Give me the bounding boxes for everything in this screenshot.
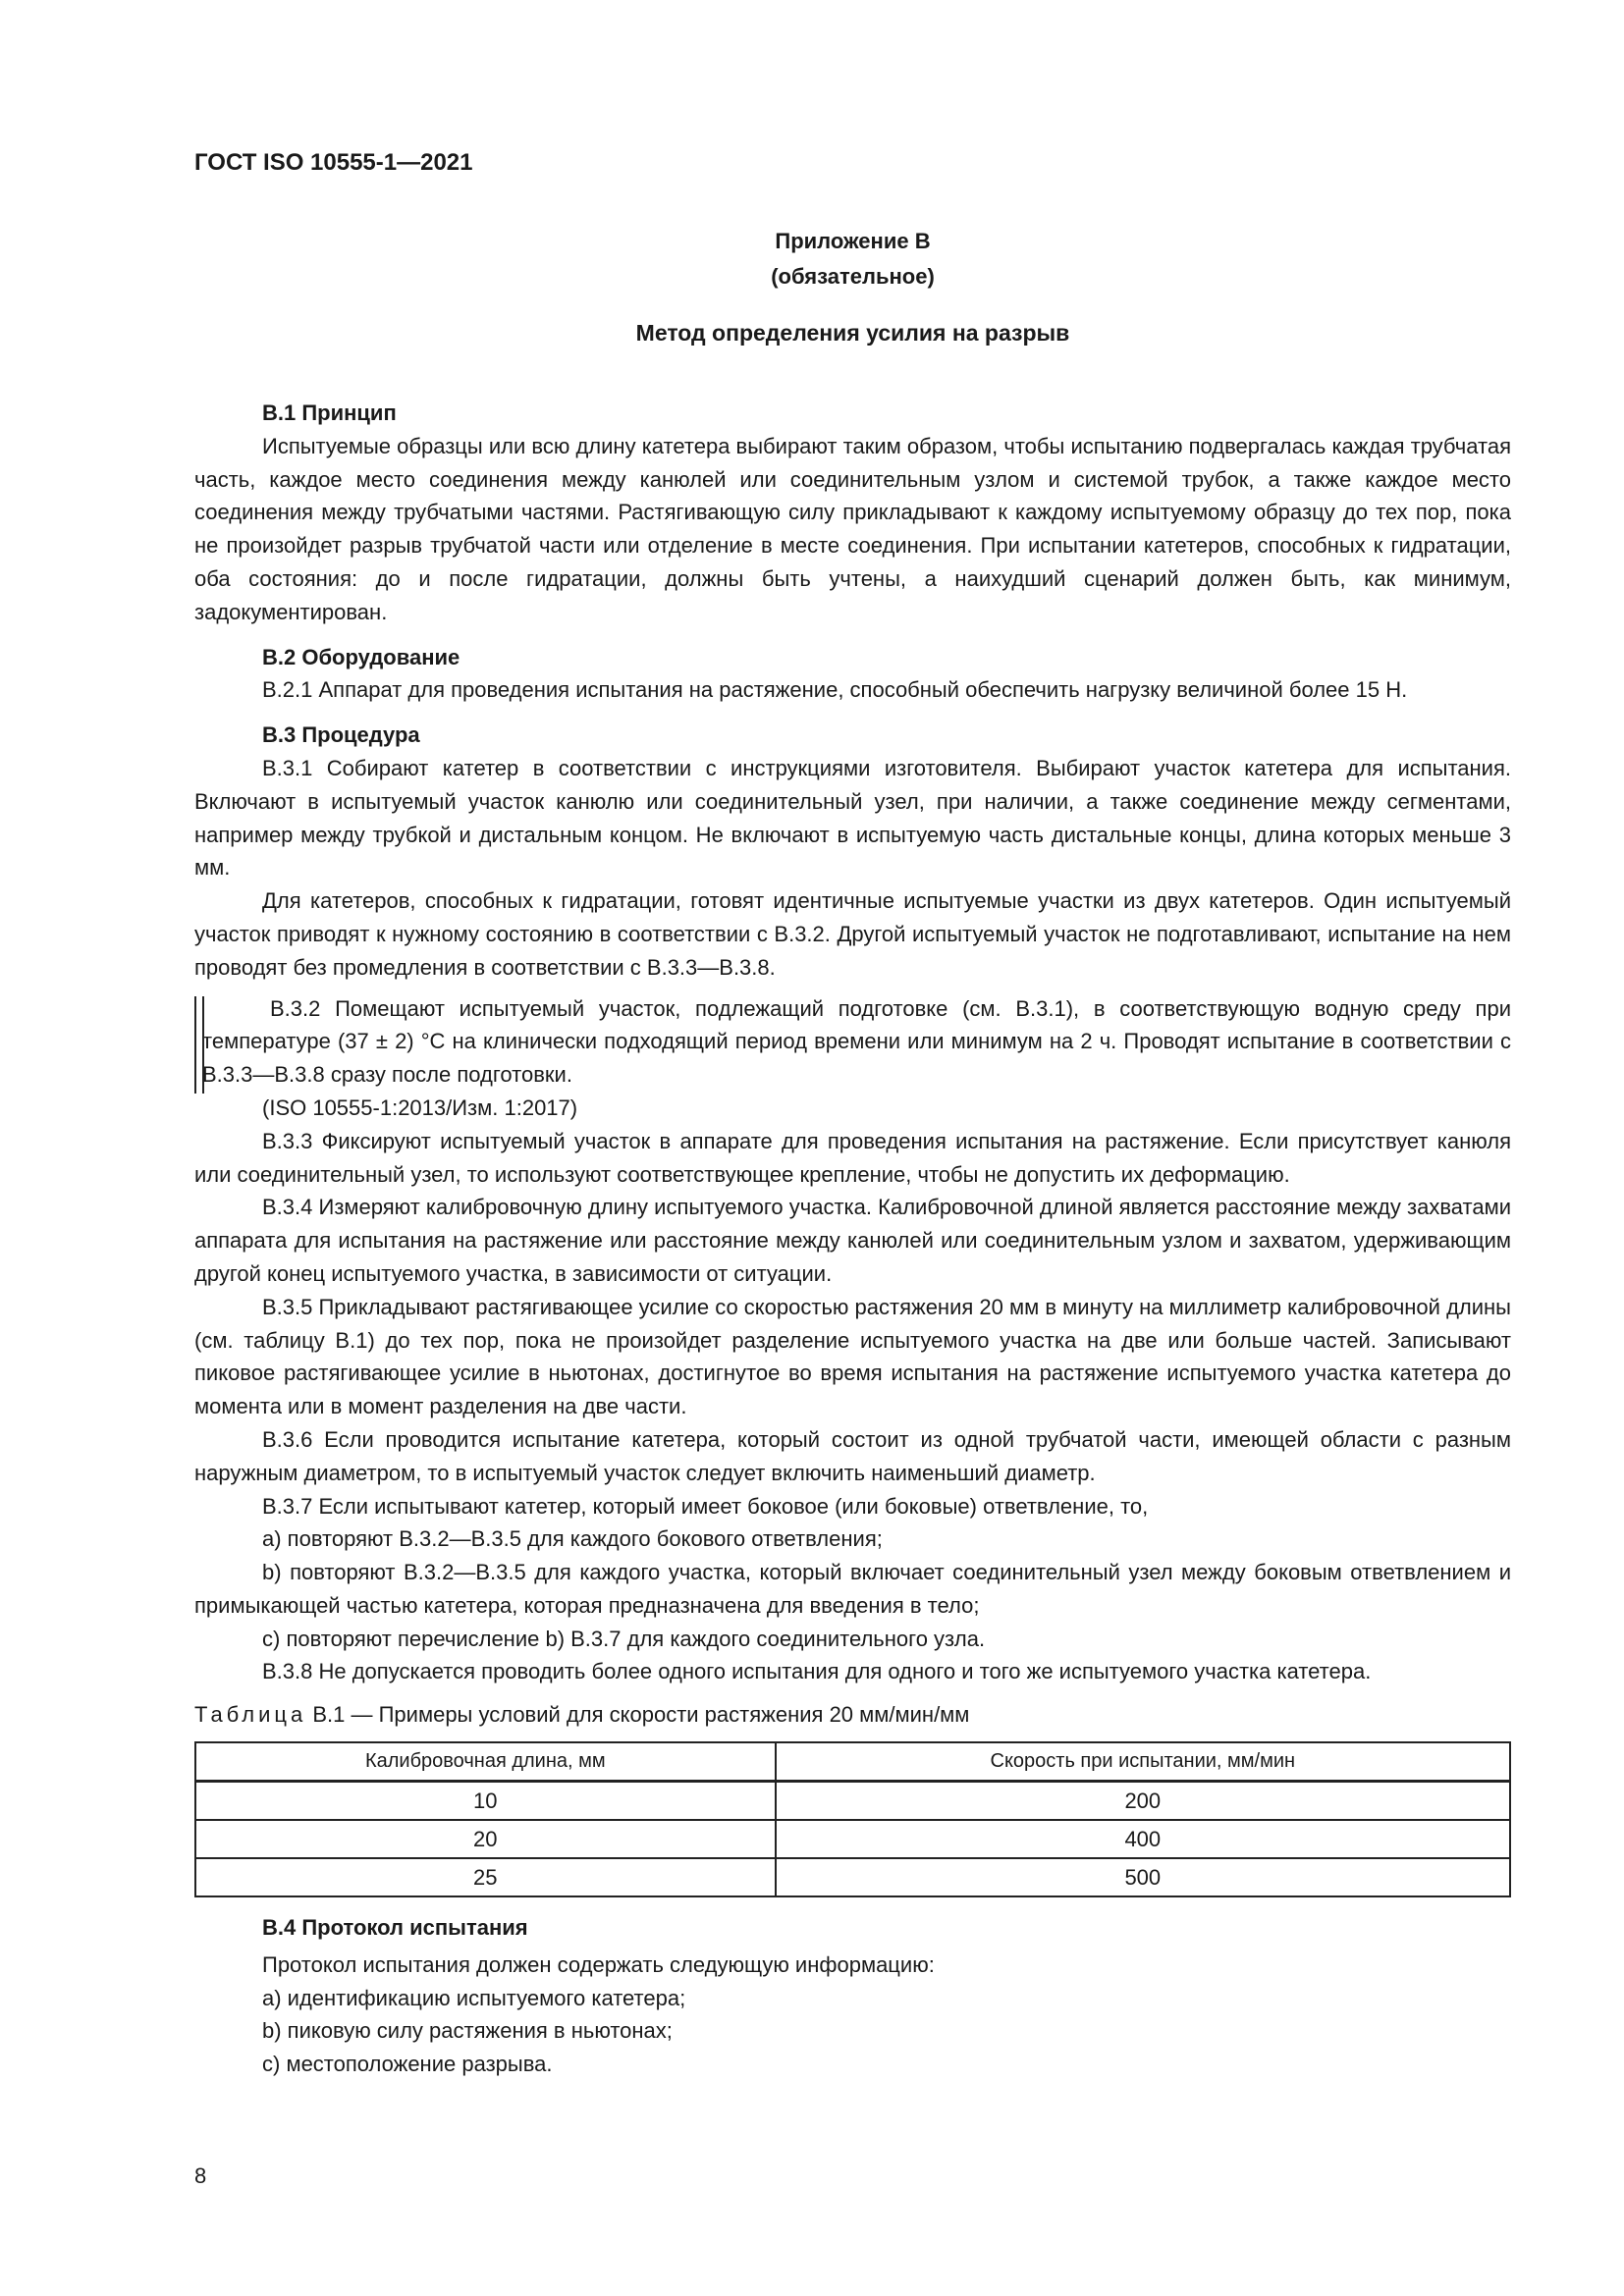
page-number: 8 — [194, 2163, 207, 2188]
annex-status: (обязательное) — [771, 264, 935, 289]
document-id: ГОСТ ISO 10555-1—2021 — [194, 149, 473, 176]
annex-label: Приложение В — [775, 229, 931, 253]
paragraph: Испытуемые образцы или всю длину катетера выбирают таким образом, чтобы испытанию подвергалась каждая трубчатая часть, каждое место соединения между канюлей или соединительным узлом и системой трубок, а также каждое место соединения между трубчатыми частями. Растягивающую силу прикладывают к каждому испытуемому образцу до тех пор, пока не произойдет разрыв трубчатой части или отделение в месте соединения. При испытании катетеров, способных к гидратации, оба состояния: до и после гидратации, должны быть учтены, а наихудший сценарий должен быть, как минимум, задокументирован. — [194, 433, 1511, 624]
table-header-row — [195, 1742, 1510, 1782]
paragraph: B.3.1 Собирают катетер в соответствии с инструкциями изготовителя. Выбирают участок катетера для испытания. Включают в испытуемый участок канюлю или соединительный узел, при наличии, а также соединение между сегментами, например между трубкой и дистальным концом. Не включают в испытуемую часть дистальные концы, длина которых меньше 3 мм. — [194, 755, 1511, 881]
column-header: Скорость при испытании, мм/мин — [776, 1742, 1510, 1782]
section-heading-b4: B.4 Протокол испытания — [262, 1915, 528, 1941]
table-row — [195, 1782, 1510, 1821]
table-caption-label: Таблица — [194, 1702, 307, 1728]
amended-paragraph — [194, 992, 1511, 1092]
paragraph: B.3.7 Если испытывают катетер, который имеет боковое (или боковые) ответвление, то, — [262, 1493, 1149, 1519]
paragraph: B.3.5 Прикладывают растягивающее усилие со скоростью растяжения 20 мм в минуту на миллиметр калибровочной длины (см. таблицу B.1) до тех пор, пока не произойдет разделение испытуемого участка на две или больше частей. Записывают пиковое растягивающее усилие в ньютонах, достигнутое во время испытания на растяжение испытуемого участка катетера до момента или в момент разделения на две части. — [194, 1294, 1511, 1419]
list-item: c) повторяют перечисление b) B.3.7 для каждого соединительного узла. — [262, 1626, 986, 1651]
table-cell: 200 — [776, 1782, 1510, 1821]
annex-header — [194, 224, 1511, 294]
data-table — [194, 1741, 1511, 1897]
table-cell: 500 — [776, 1858, 1510, 1896]
table-row — [195, 1858, 1510, 1896]
section-heading-b3: B.3 Процедура — [262, 722, 420, 748]
paragraph: B.3.6 Если проводится испытание катетера, который состоит из одной трубчатой части, имеющей области с разным наружным диаметром, то в испытуемый участок следует включить наименьший диаметр. — [194, 1426, 1511, 1485]
paragraph: B.3.3 Фиксируют испытуемый участок в аппарате для проведения испытания на растяжение. Если присутствует канюля или соединительный узел, то используют соответствующее крепление, чтобы не допустить их деформацию. — [194, 1128, 1511, 1187]
document-body — [194, 397, 1511, 2081]
list-item: c) местоположение разрыва. — [262, 2052, 553, 2077]
paragraph: B.3.8 Не допускается проводить более одного испытания для одного и того же испытуемого участка катетера. — [262, 1659, 1372, 1684]
paragraph: Для катетеров, способных к гидратации, готовят идентичные испытуемые участки из двух катетеров. Один испытуемый участок приводят к нужному состоянию в соответствии с B.3.2. Другой испытуемый участок не подготавливают, испытание на нем проводят без промедления в соответствии с B.3.3—B.3.8. — [194, 888, 1511, 980]
paragraph: B.3.4 Измеряют калибровочную длину испытуемого участка. Калибровочной длиной является расстояние между захватами аппарата для испытания на растяжение или расстояние между канюлей или соединительным узлом и захватом, удерживающим другой конец испытуемого участка, в зависимости от ситуации. — [194, 1195, 1511, 1286]
list-item: b) пиковую силу растяжения в ньютонах; — [262, 2018, 673, 2044]
section-heading-b2: B.2 Оборудование — [262, 644, 460, 669]
amendment-reference: (ISO 10555-1:2013/Изм. 1:2017) — [262, 1095, 578, 1120]
list-item: b) повторяют B.3.2—B.3.5 для каждого участка, который включает соединительный узел между боковым ответвлением и примыкающей частью катетера, которая предназначена для введения в тело; — [194, 1560, 1511, 1618]
annex-title: Метод определения усилия на разрыв — [635, 320, 1070, 346]
list-item: a) повторяют B.3.2—B.3.5 для каждого бокового ответвления; — [262, 1526, 883, 1552]
paragraph: B.3.2 Помещают испытуемый участок, подлежащий подготовке (см. B.3.1), в соответствующую водную среду при температуре (37 ± 2) °С на клинически подходящий период времени или минимум на 2 ч. Проводят испытание в соответствии с B.3.3—B.3.8 сразу после подготовки. — [202, 995, 1511, 1088]
change-bar — [194, 996, 204, 1094]
table-row — [195, 1820, 1510, 1858]
column-header: Калибровочная длина, мм — [195, 1742, 776, 1782]
table-cell: 25 — [195, 1858, 776, 1896]
table-cell: 10 — [195, 1782, 776, 1821]
list-item: a) идентификацию испытуемого катетера; — [262, 1985, 686, 2010]
section-heading-b1: B.1 Принцип — [262, 400, 397, 425]
table-cell: 400 — [776, 1820, 1510, 1858]
table-caption-text: B.1 — Примеры условий для скорости растяжения 20 мм/мин/мм — [306, 1702, 970, 1728]
table-cell: 20 — [195, 1820, 776, 1858]
paragraph: B.2.1 Аппарат для проведения испытания на растяжение, способный обеспечить нагрузку величиной более 15 Н. — [262, 677, 1408, 703]
paragraph: Протокол испытания должен содержать следующую информацию: — [262, 1951, 935, 1977]
table-caption — [194, 1698, 1511, 1732]
